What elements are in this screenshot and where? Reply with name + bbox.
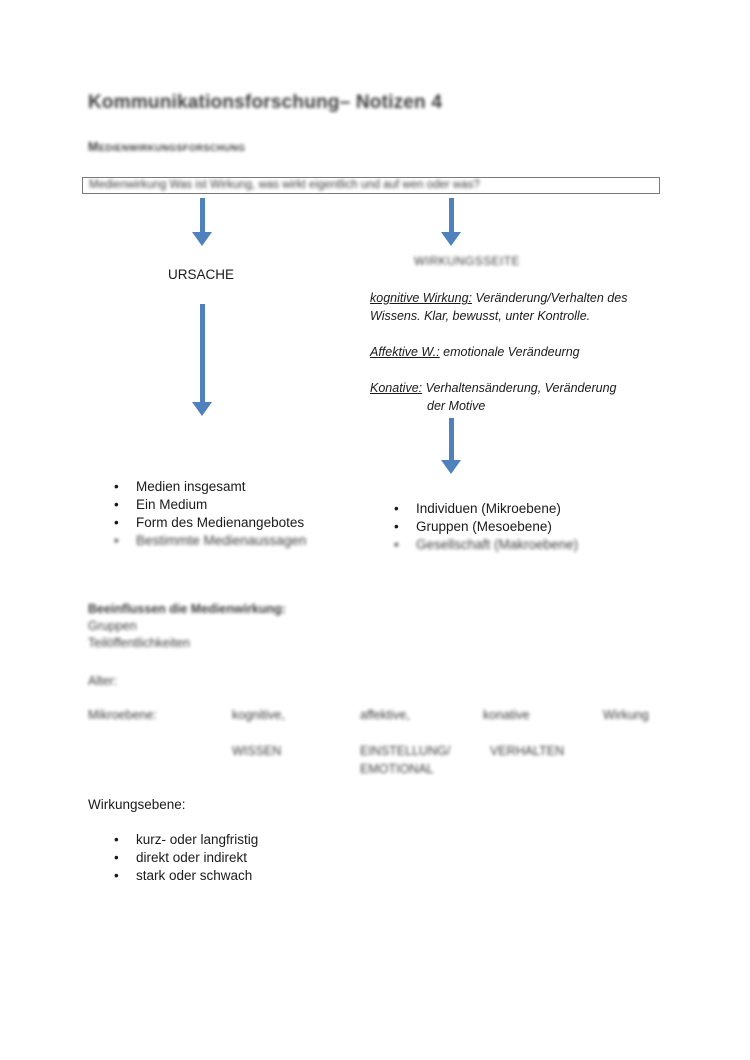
influence-line: Gruppen (88, 619, 137, 633)
page-title: Kommunikationsforschung– Notizen 4 (88, 92, 443, 113)
matrix-cell: EINSTELLUNG/ (360, 744, 451, 758)
matrix-cell: konative (483, 708, 530, 722)
arrow-down-icon (192, 198, 212, 248)
ursache-list (114, 478, 306, 550)
list-item: • Gruppen (Mesoebene) (394, 518, 578, 536)
question-text: Medienwirkung Was ist Wirkung, was wirkt eigentlich und auf wen oder was? (89, 179, 480, 191)
affektive-label: Affektive W.: (370, 345, 440, 359)
konative-label: Konative: (370, 381, 423, 395)
list-item: • Individuen (Mikroebene) (394, 500, 578, 518)
kognitive-line (370, 289, 670, 307)
matrix-cell: Mikroebene: (88, 708, 157, 722)
influence-heading: Beeinflussen die Medienwirkung: (88, 602, 286, 616)
list-item: • Bestimmte Medienaussagen (114, 532, 306, 550)
list-item: • direkt oder indirekt (114, 849, 258, 867)
list-item: • kurz- oder langfristig (114, 831, 258, 849)
matrix-cell: Wirkung (603, 708, 649, 722)
alter-label: Alter: (88, 674, 118, 688)
wirkungsebene-target-list (394, 500, 578, 554)
list-item: • Medien insgesamt (114, 478, 306, 496)
konative-line (370, 379, 670, 397)
arrow-down-icon (441, 198, 461, 248)
influence-block (88, 601, 286, 652)
question-box (82, 177, 660, 194)
arrow-down-icon (192, 304, 212, 419)
matrix-cell: VERHALTEN (490, 744, 565, 758)
konative-text: Verhaltensänderung, Veränderung (422, 381, 617, 395)
matrix-cell: EMOTIONAL (360, 762, 434, 776)
konative-line-2: der Motive (427, 399, 486, 413)
list-item: • Form des Medienangebotes (114, 514, 306, 532)
kognitive-label: kognitive Wirkung: (370, 291, 473, 305)
arrow-down-icon (441, 418, 461, 478)
wirkungsseite-heading: WIRKUNGSSEITE (414, 254, 520, 268)
affektive-text: emotionale Verändeurng (439, 345, 580, 359)
list-item: • stark oder schwach (114, 867, 258, 885)
matrix-cell: kognitive, (232, 708, 285, 722)
matrix-cell: affektive, (360, 708, 410, 722)
wirkungsebene-heading: Wirkungsebene: (88, 797, 186, 812)
section-subtitle: Medienwirkungsforschung (88, 140, 246, 154)
kognitive-text: Veränderung/Verhalten des (472, 291, 628, 305)
matrix-cell: WISSEN (232, 744, 282, 758)
list-item: • Ein Medium (114, 496, 306, 514)
affektive-line (370, 343, 670, 361)
wirkung-types (370, 289, 670, 415)
influence-line: Teilöffentlichkeiten (88, 636, 190, 650)
kognitive-line-2: Wissens. Klar, bewusst, unter Kontrolle. (370, 309, 591, 323)
ursache-heading: URSACHE (168, 267, 235, 282)
wirkungsebene-list (114, 831, 258, 885)
list-item: • Gesellschaft (Makroebene) (394, 536, 578, 554)
